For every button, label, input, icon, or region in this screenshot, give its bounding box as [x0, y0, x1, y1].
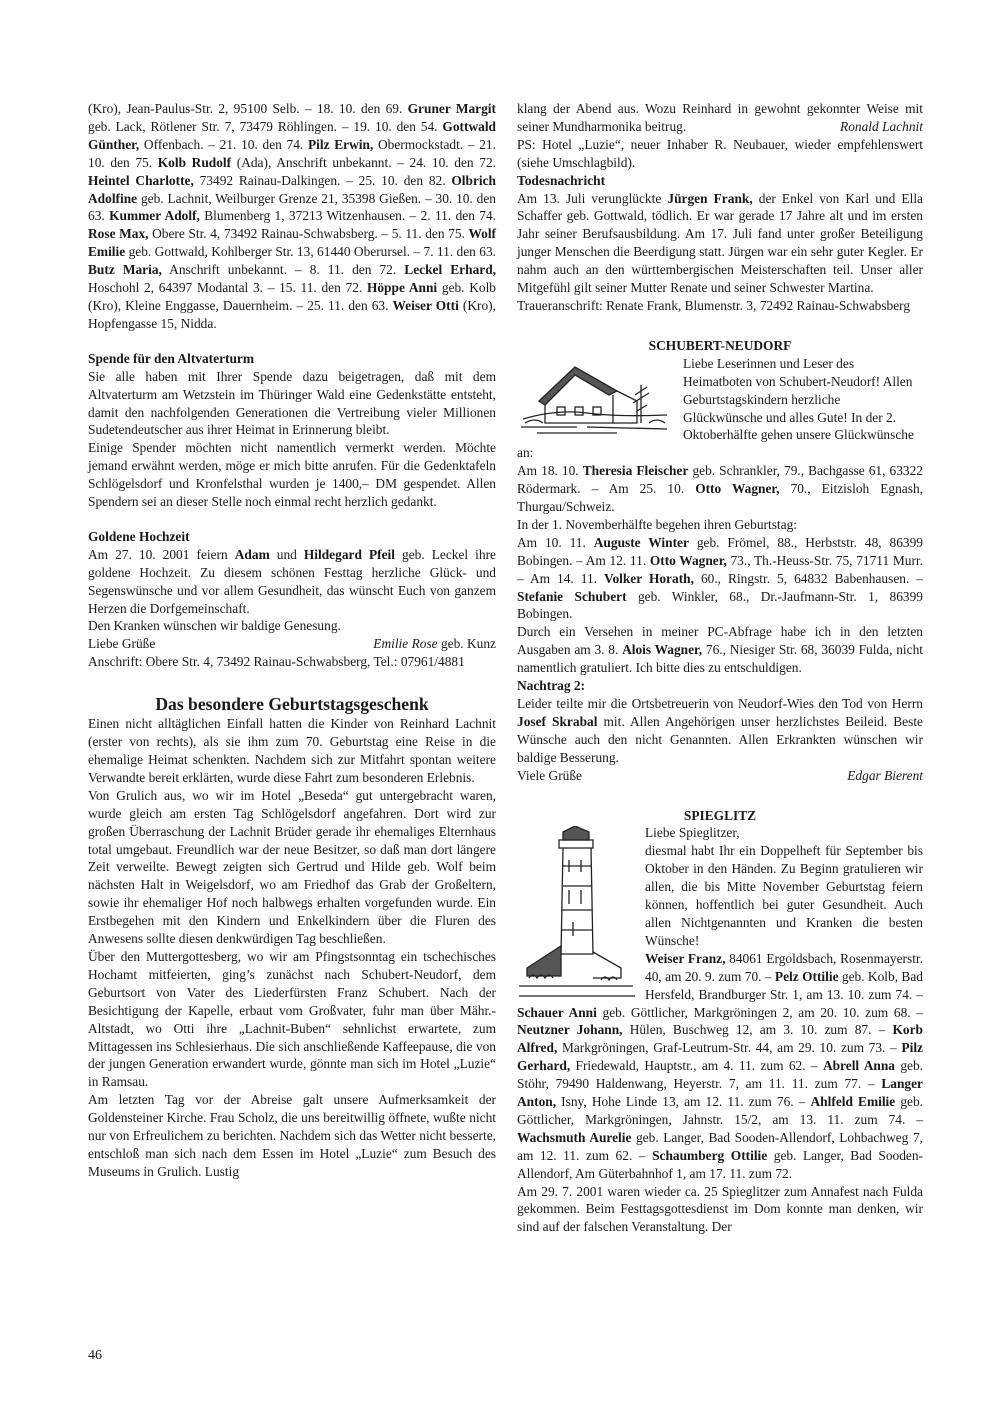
text-run: geb. Frömel, 88., Herbststr. 48, 86399 Bobingen. – Am 12. 11.	[517, 534, 923, 568]
name-bold: Alois Wagner,	[622, 642, 703, 658]
altvater-heading: Spende für den Altvaterturm	[88, 350, 255, 366]
signature: Emilie Rose geb. Kunz	[373, 636, 496, 652]
text-run: geb. Langer, Bad Sooden-Allendorf, Am Güterbahnhof 1, am 17. 11. zum 72.	[517, 1147, 924, 1181]
name-bold: Höppe Anni	[366, 280, 438, 296]
text-run: Am 10. 11.	[517, 534, 594, 550]
text-run: geb. Schrankler, 79., Bachgasse 61, 63322 Rödermark. – Am 25. 10.	[517, 463, 923, 497]
name-bold: Weiser Otti	[392, 297, 459, 313]
name-bold: Butz Maria,	[88, 262, 162, 278]
spieglitz-greeting: Liebe Spieglitzer,	[645, 825, 740, 841]
greeting: Liebe Grüße	[88, 636, 156, 652]
text-run: (Ada), Anschrift unbekannt. – 24. 10. den 72.	[231, 154, 496, 170]
schubert-november-intro: In der 1. Novemberhälfte begehen ihren Geburtstag:	[517, 516, 797, 532]
text-run: geb. Langer, Bad Sooden-Allendorf, Lohbachweg 7, am 12. 11. zum 62. –	[517, 1129, 923, 1163]
text-run: (Kro), Jean-Paulus-Str. 2, 95100 Selb. – 18. 10. den 69.	[88, 101, 408, 116]
continued-paragraph: klang der Abend aus. Wozu Reinhard in gewohnt gekonnter Weise mit seiner Mundharmonika beitrug. Ronald Lachnit	[517, 101, 923, 134]
name-bold: Olbrich Adolfine	[88, 172, 496, 206]
name-bold: Pelz Ottilie	[774, 968, 839, 984]
schubert-greeting: Viele Grüße	[517, 767, 583, 783]
address-line: Anschrift: Obere Str. 4, 73492 Rainau-Schwabsberg, Tel.: 07961/4881	[88, 654, 465, 670]
left-column	[88, 100, 496, 1181]
schubert-signature: Edgar Bierent	[847, 767, 923, 783]
text-run: mit. Allen Angehörigen unser herzlichstes Beileid. Beste Wünsche auch den nicht Genannten. Allen Erkrankten wünschen wir baldige Besserung.	[517, 713, 923, 765]
page-number: 46	[88, 1348, 102, 1363]
text-run: Friedewald, Hauptstr., am 4. 11. zum 62. –	[570, 1058, 823, 1074]
annafest-paragraph: Am 29. 7. 2001 waren wieder ca. 25 Spieglitzer zum Annafest nach Fulda gekommen. Beim Festtagsgottesdienst im Dom konnte man denken, wir sind auf der falschen Veranstaltung. Der	[517, 1183, 923, 1235]
text-run: Am 27. 10. 2001 feiern	[88, 546, 235, 562]
ronald-signature: Ronald Lachnit	[840, 118, 923, 134]
geschenk-paragraph-2: Von Grulich aus, wo wir im Hotel „Beseda“ gut untergebracht waren, wurde gleich am ersten Tag Schlögelsdorf angefahren. Dort wird zur großen Überraschung der Lachnit Brüder gerade ihr ehemaliges Elternhaus total umgebaut. Freundlich war der neue Besitzer, so daß man dort längere Zeit verweilte. Bewegt zeigten sich Gertrud und Hilde geb. Wolf beim nächsten Halt in Weigelsdorf, wo am Friedhof das Grab der Großeltern, sowie ihr ehemaliger Hof noch halbwegs erhalten vorgefunden wurde. Ein Erstbegehen mit den Kindern und Enkelkindern über die Fluren des Anwesens sollte diesen denkwürdigen Tag beschließen.	[88, 787, 496, 947]
name-bold: Weiser Franz,	[645, 950, 726, 966]
text-run: Obermockstadt. – 21. 10. den 75.	[88, 136, 496, 170]
text-run: 84061 Ergoldsbach, Rosenmayerstr. 40, am 20. 9. zum 70. –	[645, 950, 923, 984]
text-run: geb. Göttlicher, Markgröningen 2, am 20. 10. zum 68. –	[596, 1004, 923, 1020]
text-run: Isny, Hohe Linde 13, am 12. 11. zum 76. –	[556, 1094, 811, 1110]
text-run: Blumenberg 1, 37213 Witzenhausen. – 2. 11. den 74.	[199, 208, 496, 224]
text-run: 73492 Rainau-Dalkingen. – 25. 10. den 82.	[193, 172, 452, 188]
signature-row	[88, 635, 496, 653]
text-run: und	[269, 546, 304, 562]
name-bold: Hildegard Pfeil	[303, 546, 395, 562]
name-bold: Volker Horath,	[604, 570, 694, 586]
text-run: geb. Lachnit, Weilburger Grenze 21, 35398 Gießen. – 30. 10. den 63.	[88, 190, 496, 224]
text-run: geb. Göttlicher, Markgröningen, Jahnstr. 15/2, am 13. 11. zum 74. –	[517, 1094, 923, 1127]
goldene-hochzeit-heading: Goldene Hochzeit	[88, 528, 190, 544]
spieglitz-heading: SPIEGLITZ	[683, 807, 757, 823]
text-run: Leider teilte mir die Ortsbetreuerin von Neudorf-Wies den Tod von Herrn	[517, 696, 923, 711]
todes-heading: Todesnachricht	[517, 172, 606, 188]
name-bold: Josef Skrabal	[517, 713, 598, 729]
name-bold: Abrell Anna	[822, 1058, 895, 1074]
text-run: 73., Th.-Heuss-Str. 75, 71711 Murr. – Am 14. 11.	[517, 552, 923, 586]
name-bold: Leckel Erhard,	[404, 262, 496, 278]
nachtrag-heading: Nachtrag 2:	[517, 678, 586, 694]
name-bold: Rose Max,	[88, 226, 149, 242]
name-bold: Theresia Fleischer	[582, 463, 689, 479]
text-run: geb. Lack, Rötlener Str. 7, 73479 Röhlingen. – 19. 10. den 54.	[88, 118, 443, 134]
birthday-list-continued	[88, 100, 496, 333]
text-run: 60., Ringstr. 5, 64832 Babenhausen. –	[693, 570, 923, 586]
text-run: geb. Kolb, Bad Hersfeld, Brandburger Str. 1, am 13. 10. zum 74. –	[645, 968, 923, 1002]
text-run: geb. Gottwald, Kohlberger Str. 13, 61440 Oberursel. – 7. 11. den 63.	[125, 244, 496, 260]
text-run: Durch ein Versehen in meiner PC-Abfrage habe ich in den letzten Ausgaben am 3. 8.	[517, 624, 923, 658]
text-run: Offenbach. – 21. 10. den 74.	[139, 136, 308, 152]
text-run: (Kro), Hopfengasse 15, Nidda.	[88, 297, 496, 331]
name-bold: Gruner Margit	[407, 101, 496, 116]
text-run: Obere Str. 4, 73492 Rainau-Schwabsberg. – 5. 11. den 75.	[148, 226, 469, 242]
geschenk-paragraph-4: Am letzten Tag vor der Abreise galt unsere Aufmerksamkeit der Goldensteiner Kirche. Frau Scholz, die uns bereitwillig öffnete, wußte nicht nur von Erfreulichem zu berichten. Nachdem sich das Wetter nicht besserte, entschloß man sich nach dem Essen im Hotel „Luzie“ zum Besuch des Museums in Grulich. Lustig	[88, 1092, 496, 1179]
right-column	[517, 100, 923, 1236]
text-run: Hülen, Buschweg 12, am 3. 10. zum 87. –	[622, 1022, 893, 1038]
spieglitz-intro-paragraph: diesmal habt Ihr ein Doppelheft für September bis Oktober in den Händen. Zu Beginn gratulieren wir allen, die bis Mitte November Geburtstag feiern können, hoffentlich bei guter Gesundheit. Auch allen Nichtgenannten und Kranken die besten Wünsche!	[645, 843, 923, 948]
schubert-heading: SCHUBERT-NEUDORF	[648, 337, 792, 353]
trauer-address: Traueranschrift: Renate Frank, Blumenstr. 3, 72492 Rainau-Schwabsberg	[517, 297, 911, 313]
text-run: Anschrift unbekannt. – 8. 11. den 72.	[161, 262, 405, 278]
name-bold: Otto Wagner,	[695, 481, 780, 497]
text-run: geb. Stöhr, 79490 Haldenwang, Heyerstr. 7, am 11. 11. zum 77. –	[517, 1058, 924, 1092]
name-bold: Stefanie Schubert	[517, 588, 627, 604]
text-run: Markgröningen, Graf-Leutrum-Str. 44, am 29. 10. zum 73. –	[557, 1040, 902, 1056]
schubert-intro: Liebe Leserinnen und Leser des Heimatboten von Schubert-Neudorf! Allen Geburtstagskindern herzliche Glückwünsche und alles Gute! In der 2. Oktoberhälfte gehen unsere Glückwünsche an:	[517, 355, 914, 461]
name-bold: Langer Anton,	[517, 1076, 923, 1110]
kranken-line: Den Kranken wünschen wir baldige Genesung.	[88, 618, 341, 634]
text-run: geb. Kolb (Kro), Kleine Enggasse, Dauernheim. – 25. 11. den 63.	[88, 280, 496, 313]
text-run: geb. Winkler, 68., Dr.-Jaufmann-Str. 1, 86399 Bobingen.	[517, 588, 923, 622]
name-bold: Heintel Charlotte,	[88, 172, 194, 188]
geschenk-paragraph-1: Einen nicht alltäglichen Einfall hatten die Kinder von Reinhard Lachnit (erster von rechts), als sie ihm zum 70. Geburtstag eine Reise in die ehemalige Heimat schenkten. Nachdem sich zur Mitfahrt spontan weitere Verwandte bereit erklärten, wurde diese Fahrt zum besonderen Erlebnis.	[88, 716, 496, 785]
schubert-list-october	[517, 462, 923, 516]
geschenk-heading: Das besondere Geburtstagsgeschenk	[155, 694, 429, 715]
name-bold: Neutzner Johann,	[517, 1022, 623, 1038]
ps-line: PS: Hotel „Luzie“, neuer Inhaber R. Neubauer, wieder empfehlenswert (siehe Umschlagbild).	[517, 136, 923, 170]
versehen-paragraph	[517, 623, 923, 677]
text-run: 70., Eitzisloh Egnash, Thurgau/Schweiz.	[517, 481, 923, 515]
nachtrag-paragraph	[517, 695, 923, 767]
name-bold: Jürgen Frank,	[667, 190, 753, 206]
farmhouse-illustration	[517, 357, 675, 441]
name-bold: Wolf Emilie	[88, 226, 496, 260]
name-bold: Gottwald Günther,	[88, 118, 496, 152]
text-run: Am 13. Juli verunglückte	[517, 190, 668, 206]
name-bold: Auguste Winter	[593, 534, 689, 550]
text-run: der Enkel von Karl und Ella Schaffer geb. Gottwald, tödlich. Er war gerade 17 Jahre alt und im ersten Jahr seiner Berufsausbildung. Am 17. Juli fand unter großer Beteiligung junger Menschen die Beerdigung statt. Jürgen war ein sehr guter Kegler. Er nahm auch an den württembergischen Meisterschaften teil. Unser aller Mitgefühl gilt seiner Mutter Renate und seiner Schwester Martina.	[517, 190, 923, 296]
name-bold: Ahlfeld Emilie	[810, 1094, 896, 1110]
name-bold: Pilz Erwin,	[307, 136, 374, 152]
text-run: Hoschohl 2, 64397 Modantal 3. – 15. 11. den 72.	[88, 280, 367, 296]
schubert-signature-row	[517, 767, 923, 785]
name-bold: Schaumberg Ottilie	[652, 1147, 768, 1163]
todes-paragraph	[517, 190, 923, 297]
name-bold: Wachsmuth Aurelie	[517, 1129, 632, 1145]
text-run: Am 18. 10.	[517, 463, 583, 479]
name-bold: Kolb Rudolf	[157, 154, 232, 170]
name-bold: Schauer Anni	[517, 1004, 597, 1020]
name-bold: Kummer Adolf,	[109, 208, 200, 224]
altvater-paragraph-2: Einige Spender möchten nicht namentlich vermerkt werden. Möchte jemand erwähnt werden, möge er mich bitte anrufen. Für die Gedenktafeln Schlögelsdorf und Kronfelsthal wurden je 1400,– DM gespendet. Allen Spendern sei an dieser Stelle noch einmal recht herzlich gedankt.	[88, 440, 496, 510]
name-bold: Otto Wagner,	[649, 552, 727, 568]
schubert-list-november	[517, 534, 923, 624]
text-run: geb. Leckel ihre goldene Hochzeit. Zu diesem schönen Festtag herzliche Glück- und Segenswünsche und vor allem Gesundheit, das wünscht Euch von ganzem Herzen die Dorfgemeinschaft.	[88, 546, 496, 616]
tower-illustration	[517, 826, 637, 1000]
name-bold: Pilz Gerhard,	[517, 1040, 923, 1074]
name-bold: Adam	[234, 546, 270, 562]
name-bold: Korb Alfred,	[517, 1022, 923, 1056]
text-run: 76., Niesiger Str. 68, 36039 Fulda, nicht namentlich gratuliert. Ich bitte dies zu entschuldigen.	[517, 642, 923, 676]
geschenk-paragraph-3: Über den Muttergottesberg, wo wir am Pfingstsonntag ein tschechisches Hochamt mitfeierten, ging’s zunächst nach Schubert-Neudorf, dem Geburtsort von Vater des Liederfürsten Franz Schubert. Nach der Besichtigung der Kapelle, erbaut vom Großvater, fuhr man über Mähr.-Altstadt, wo Otti ihre „Lachnit-Buben“ sehnlichst erwartete, zum Mittagessen ins Schlesierhaus. Die sich anschließende Kaffeepause, die von der jungen Generation erwandert wurde, gönnte man sich im Hotel „Luzie“ in Ramsau.	[88, 948, 496, 1090]
goldene-hochzeit-paragraph	[88, 546, 496, 618]
spieglitz-intro	[517, 824, 923, 1182]
altvater-paragraph-1: Sie alle haben mit Ihrer Spende dazu beigetragen, daß mit dem Altvaterturm am Wetzstein im Thüringer Wald eine Gedenkstätte entsteht, damit den nachfolgenden Generationen die Vertreibung vieler Millionen Sudetendeutscher aus ihrer Heimat in Erinnerung bleibt.	[88, 368, 496, 438]
